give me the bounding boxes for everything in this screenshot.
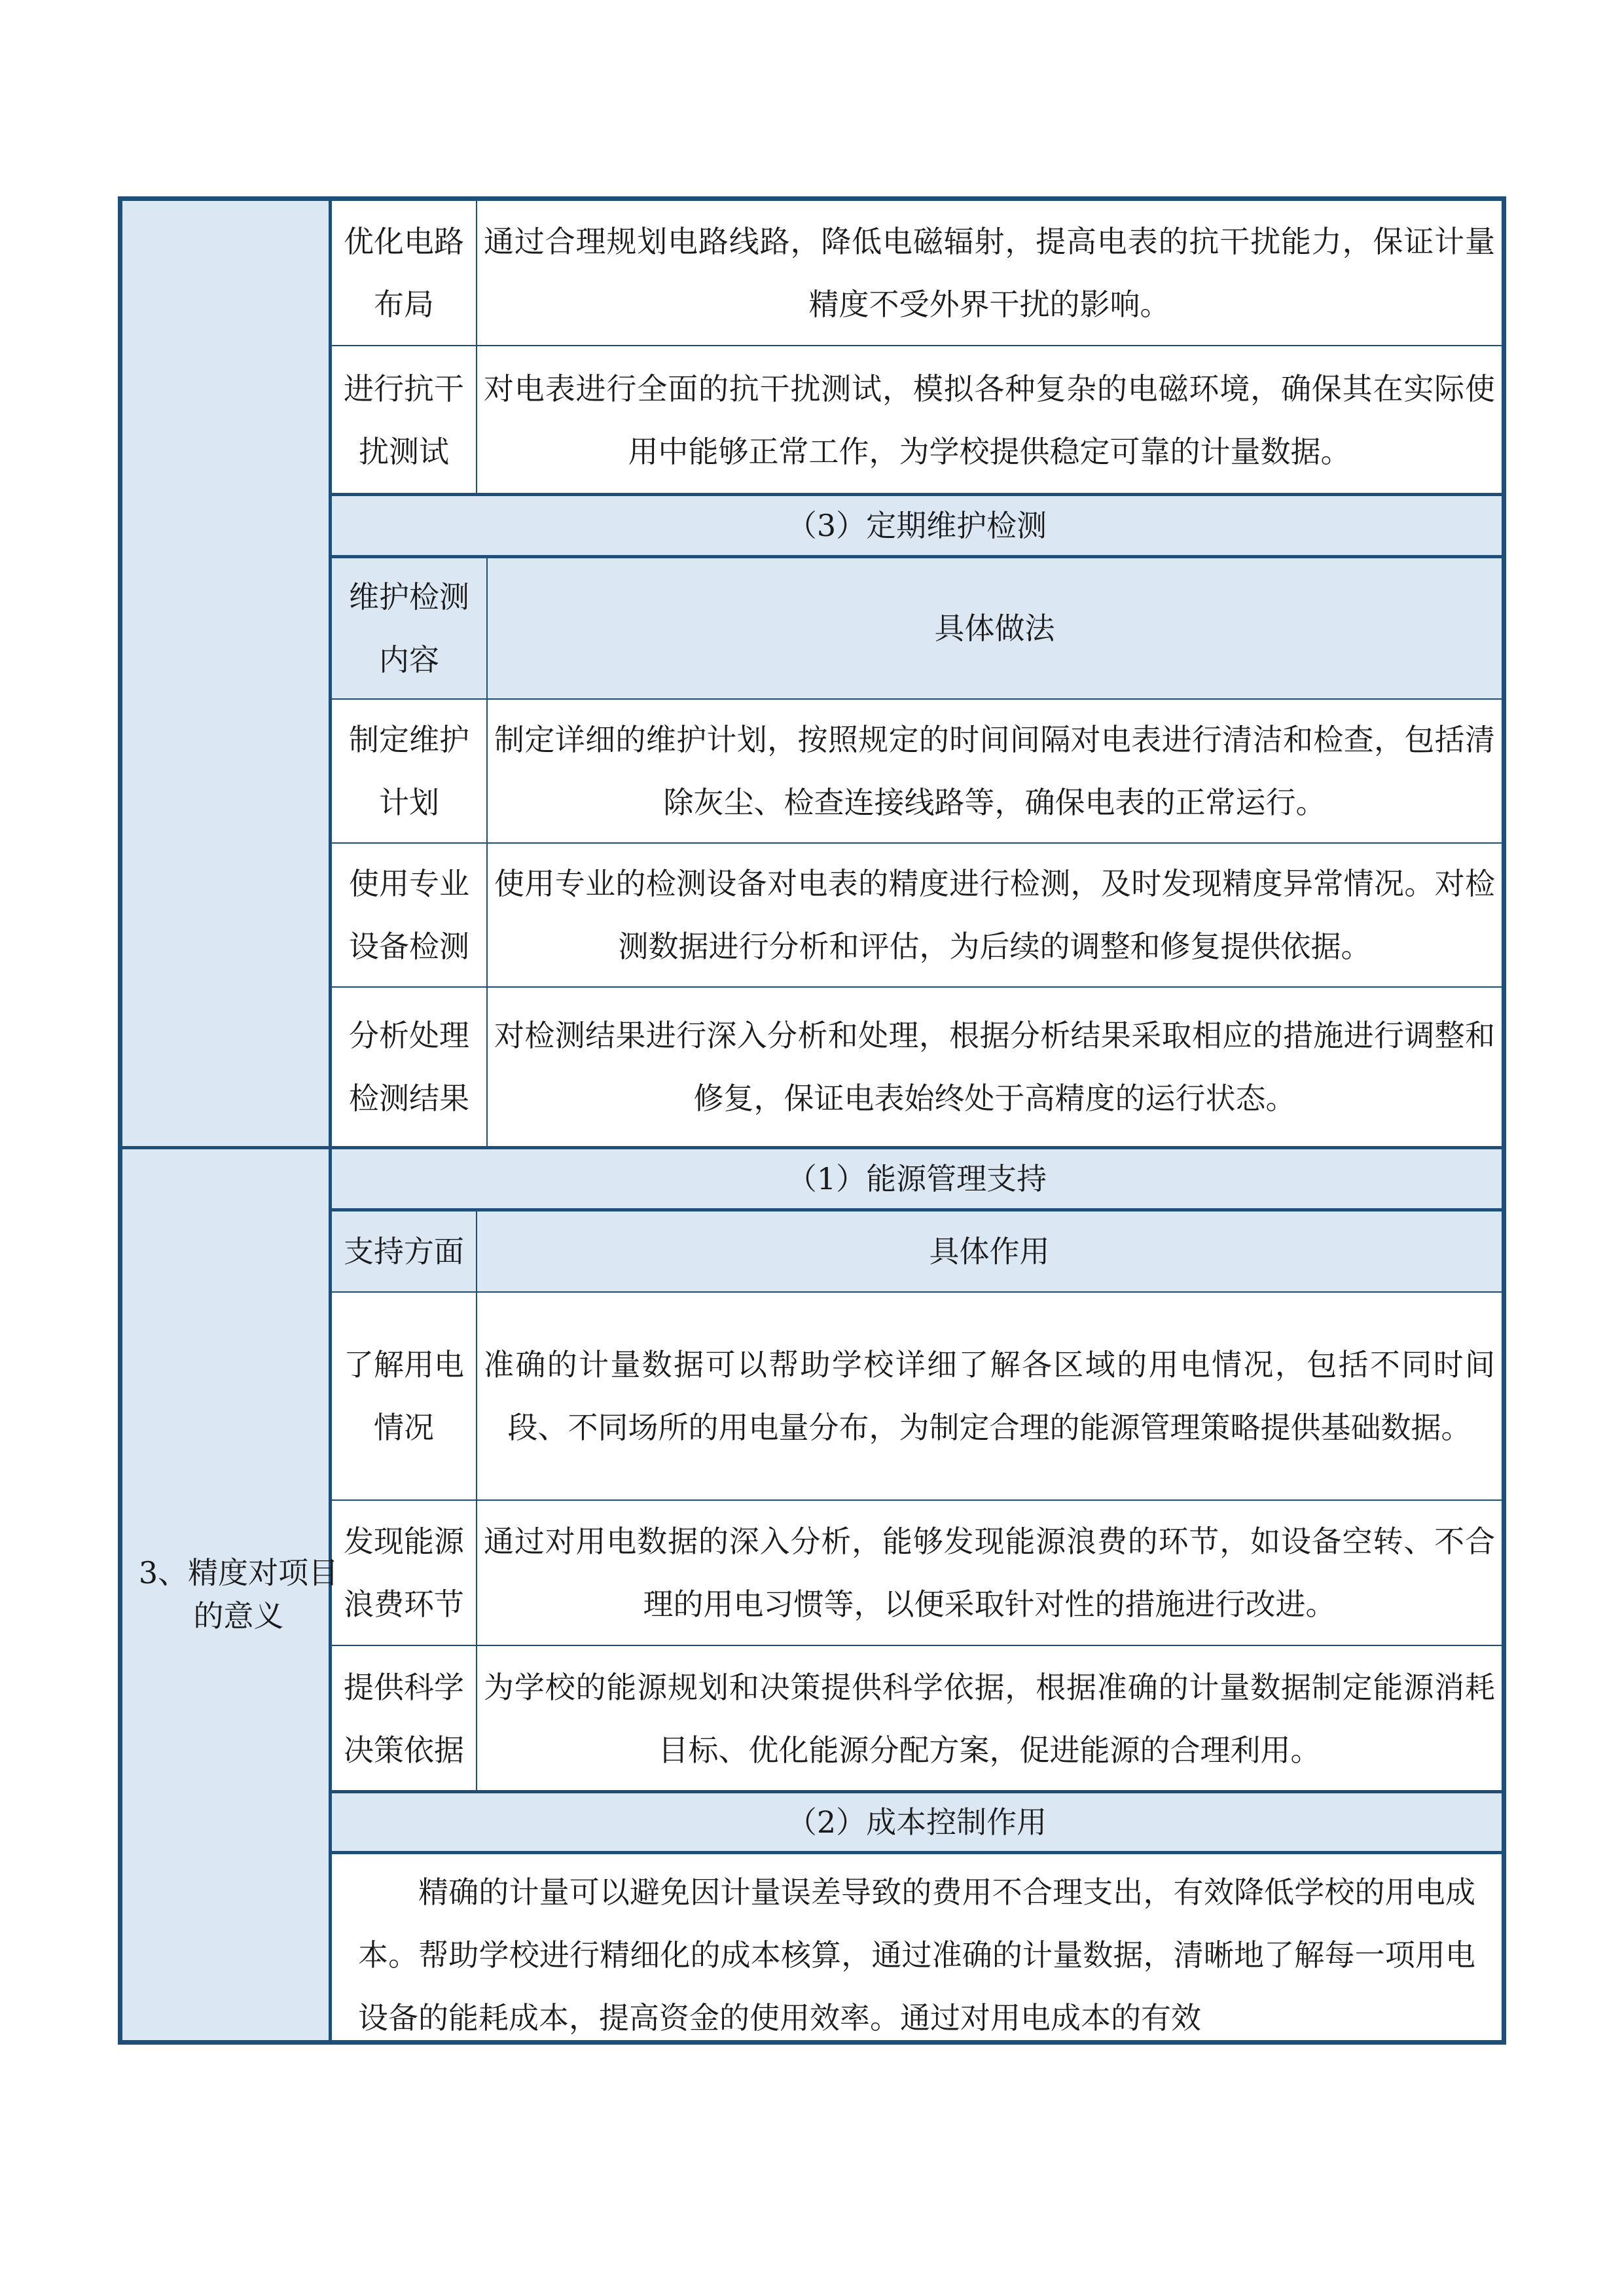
column-divider (486, 558, 488, 1146)
subheading-cost-control: （2）成本控制作用 (332, 1793, 1502, 1851)
subheading-maintenance: （3）定期维护检测 (332, 496, 1502, 555)
header-specific-effect: 具体作用 (477, 1211, 1502, 1291)
row-text-interference-test: 对电表进行全面的抗干扰测试，模拟各种复杂的电磁环境，确保其在实际使用中能够正常工作，为学校提供稳定可靠的计量数据。 (484, 371, 1495, 469)
row-label-professional-detection: 使用专业设备检测 (349, 866, 469, 964)
row-label-interference-test: 进行抗干扰测试 (344, 371, 464, 469)
row-label-maintenance-plan: 制定维护计划 (349, 722, 469, 820)
column-divider (476, 1211, 477, 1791)
row-label-usage: 了解用电情况 (344, 1347, 464, 1445)
row-label-analyze-results: 分析处理检测结果 (349, 1018, 469, 1116)
left-column-lower (122, 1148, 339, 2040)
column-divider (476, 201, 477, 494)
row-text-waste: 通过对用电数据的深入分析，能够发现能源浪费的环节，如设备空转、不合理的用电习惯等，以便采取针对性的措施进行改进。 (484, 1524, 1495, 1622)
header-method: 具体做法 (488, 558, 1502, 698)
row-label-decision: 提供科学决策依据 (344, 1670, 464, 1768)
cost-control-paragraph: 精确的计量可以避免因计量误差导致的费用不合理支出，有效降低学校的用电成本。帮助学校进行精细化的成本核算，通过准确的计量数据，清晰地了解每一项用电设备的能耗成本，提高资金的使用效率。通过对用电成本的有效 (358, 1874, 1475, 2036)
row-text-professional-detection: 使用专业的检测设备对电表的精度进行检测，及时发现精度异常情况。对检测数据进行分析和评估，为后续的调整和修复提供依据。 (494, 866, 1495, 964)
row-text-analyze-results: 对检测结果进行深入分析和处理，根据分析结果采取相应的措施进行调整和修复，保证电表始终处于高精度的运行状态。 (494, 1018, 1495, 1116)
row-text-decision: 为学校的能源规划和决策提供科学依据，根据准确的计量数据制定能源消耗目标、优化能源分配方案，促进能源的合理利用。 (484, 1670, 1495, 1768)
row-text-usage: 准确的计量数据可以帮助学校详细了解各区域的用电情况，包括不同时间段、不同场所的用电量分布，为制定合理的能源管理策略提供基础数据。 (484, 1347, 1495, 1445)
content-table (118, 196, 1506, 2045)
row-text-maintenance-plan: 制定详细的维护计划，按照规定的时间间隔对电表进行清洁和检查，包括清除灰尘、检查连接线路等，确保电表的正常运行。 (494, 722, 1495, 820)
row-label-circuit-layout: 优化电路布局 (344, 224, 464, 322)
row-label-waste: 发现能源浪费环节 (344, 1524, 464, 1622)
section-label: 3、精度对项目的意义 (138, 1554, 339, 1634)
header-maintenance-content: 维护检测内容 (332, 558, 486, 698)
row-text-circuit-layout: 通过合理规划电路线路，降低电磁辐射，提高电表的抗干扰能力，保证计量精度不受外界干扰的影响。 (484, 224, 1495, 322)
left-column-upper (122, 201, 332, 1148)
header-support-aspect: 支持方面 (332, 1211, 476, 1291)
subheading-energy-management: （1）能源管理支持 (332, 1149, 1502, 1208)
